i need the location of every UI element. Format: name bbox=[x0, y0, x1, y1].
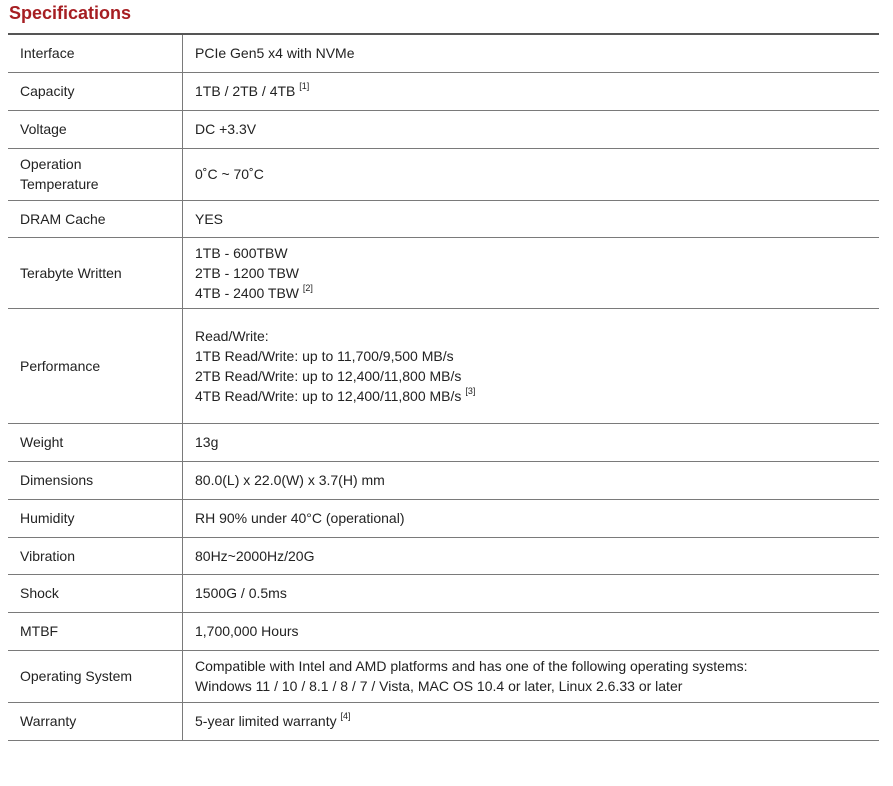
spec-value-text: 1TB Read/Write: up to 11,700/9,500 MB/s bbox=[195, 347, 454, 364]
spec-value-line bbox=[195, 386, 867, 406]
spec-value-text: 4TB Read/Write: up to 12,400/11,800 MB/s bbox=[195, 387, 466, 404]
spec-value bbox=[183, 574, 880, 612]
spec-value-line bbox=[195, 81, 867, 101]
footnote-ref: [4] bbox=[340, 711, 351, 722]
footnote-ref: [1] bbox=[299, 81, 310, 92]
table-row bbox=[8, 537, 879, 574]
table-row bbox=[8, 34, 879, 72]
spec-value-line bbox=[195, 711, 867, 731]
table-row bbox=[8, 461, 879, 499]
spec-label: Vibration bbox=[8, 537, 183, 574]
spec-value-text: 80Hz~2000Hz/20G bbox=[195, 547, 315, 564]
spec-value-text: 2TB Read/Write: up to 12,400/11,800 MB/s bbox=[195, 367, 462, 384]
spec-value-text: 1,700,000 Hours bbox=[195, 623, 299, 639]
table-row bbox=[8, 702, 879, 740]
spec-value bbox=[183, 650, 880, 702]
spec-value-line bbox=[195, 432, 867, 452]
spec-value bbox=[183, 110, 880, 148]
spec-label: Weight bbox=[8, 423, 183, 461]
spec-value bbox=[183, 200, 880, 237]
spec-value-line bbox=[195, 164, 867, 184]
spec-value bbox=[183, 702, 880, 740]
spec-value-line bbox=[195, 43, 867, 63]
spec-value bbox=[183, 499, 880, 537]
spec-value-text: 80.0(L) x 22.0(W) x 3.7(H) mm bbox=[195, 472, 385, 488]
spec-label: DRAM Cache bbox=[8, 200, 183, 237]
spec-value bbox=[183, 537, 880, 574]
table-row bbox=[8, 308, 879, 423]
spec-value-line bbox=[195, 119, 867, 139]
spec-value-line bbox=[195, 263, 867, 283]
table-row bbox=[8, 423, 879, 461]
table-row bbox=[8, 574, 879, 612]
spec-value-text: 0˚C ~ 70˚C bbox=[195, 166, 264, 182]
spec-value-text: 1TB / 2TB / 4TB bbox=[195, 83, 300, 99]
spec-value-line bbox=[195, 546, 867, 566]
spec-label: Terabyte Written bbox=[8, 237, 183, 308]
spec-label bbox=[8, 148, 183, 200]
footnote-ref: [2] bbox=[302, 282, 313, 293]
spec-label: Humidity bbox=[8, 499, 183, 537]
spec-value-text: 4TB - 2400 TBW bbox=[195, 284, 303, 301]
spec-value-text: 1500G / 0.5ms bbox=[195, 585, 287, 601]
spec-label: Performance bbox=[8, 308, 183, 423]
table-row bbox=[8, 650, 879, 702]
spec-value-line bbox=[195, 676, 867, 696]
spec-value-line bbox=[195, 621, 867, 641]
spec-value bbox=[183, 423, 880, 461]
spec-value-text: PCIe Gen5 x4 with NVMe bbox=[195, 45, 355, 62]
spec-label: MTBF bbox=[8, 612, 183, 650]
spec-label: Voltage bbox=[8, 110, 183, 148]
spec-value-text: Windows 11 / 10 / 8.1 / 8 / 7 / Vista, MAC OS 10.4 or later, Linux 2.6.33 or later bbox=[195, 678, 683, 694]
spec-value-line bbox=[195, 508, 867, 528]
spec-value bbox=[183, 461, 880, 499]
table-row bbox=[8, 499, 879, 537]
spec-label: Dimensions bbox=[8, 461, 183, 499]
table-row bbox=[8, 200, 879, 237]
spec-value-line bbox=[195, 209, 867, 229]
table-row bbox=[8, 148, 879, 200]
spec-value-line bbox=[195, 583, 867, 603]
spec-label: Interface bbox=[8, 34, 183, 72]
spec-label: Warranty bbox=[8, 702, 183, 740]
specifications-table bbox=[8, 33, 879, 741]
spec-value-line bbox=[195, 656, 867, 676]
spec-value-line bbox=[195, 326, 867, 346]
spec-label: Operating System bbox=[8, 650, 183, 702]
page-title: Specifications bbox=[9, 3, 132, 23]
spec-value-text: DC +3.3V bbox=[195, 121, 257, 137]
spec-value-text: RH 90% under 40°C (operational) bbox=[195, 510, 405, 526]
spec-value-line bbox=[195, 283, 867, 303]
spec-value-text: 1TB - 600TBW bbox=[195, 244, 288, 261]
spec-value bbox=[183, 237, 880, 308]
footnote-ref: [3] bbox=[465, 385, 476, 396]
spec-label: Capacity bbox=[8, 72, 183, 110]
table-row bbox=[8, 110, 879, 148]
spec-value-line bbox=[195, 346, 867, 366]
spec-value-text: 5-year limited warranty bbox=[195, 713, 341, 729]
spec-value bbox=[183, 612, 880, 650]
spec-value bbox=[183, 72, 880, 110]
table-row bbox=[8, 612, 879, 650]
spec-value-line bbox=[195, 243, 867, 263]
table-row bbox=[8, 72, 879, 110]
spec-value-text: 2TB - 1200 TBW bbox=[195, 264, 300, 281]
spec-value bbox=[183, 308, 880, 423]
spec-label: Shock bbox=[8, 574, 183, 612]
spec-value-text: YES bbox=[195, 210, 224, 227]
spec-value-line bbox=[195, 366, 867, 386]
spec-value-line bbox=[195, 470, 867, 490]
spec-label-line: Operation bbox=[20, 156, 82, 172]
spec-value-text: Compatible with Intel and AMD platforms and has one of the following operating systems: bbox=[195, 658, 748, 674]
table-row bbox=[8, 237, 879, 308]
spec-value bbox=[183, 34, 880, 72]
spec-value bbox=[183, 148, 880, 200]
spec-value-text: Read/Write: bbox=[195, 327, 269, 344]
spec-value-text: 13g bbox=[195, 434, 219, 450]
spec-label-line: Temperature bbox=[20, 176, 99, 192]
